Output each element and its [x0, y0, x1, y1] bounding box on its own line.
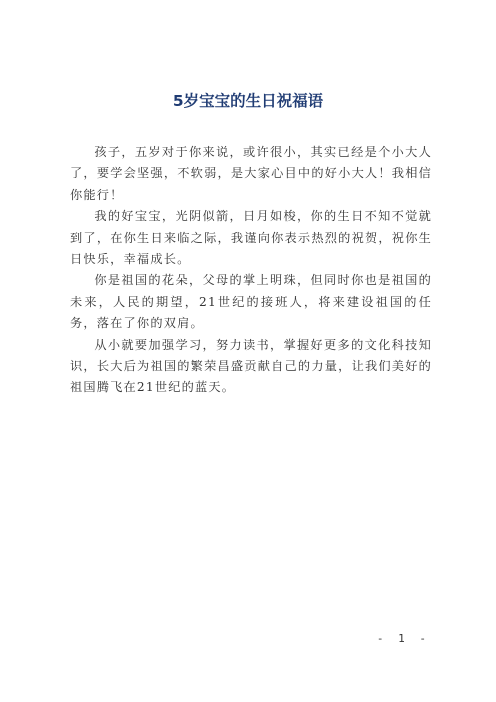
paragraph-1: 孩子，五岁对于你来说，或许很小，其实已经是个小大人了，要学会坚强，不软弱，是大家心目中的好小大人！我相信你能行！ [70, 145, 432, 202]
paragraph-3: 你是祖国的花朵，父母的掌上明珠，但同时你也是祖国的未来，人民的期望，21世纪的接班人，将来建设祖国的任务，落在了你的双肩。 [70, 273, 432, 331]
page-title: 5岁宝宝的生日祝福语 [172, 92, 324, 110]
paragraph-2: 我的好宝宝，光阴似箭，日月如梭，你的生日不知不觉就到了，在你生日来临之际，我谨向你表示热烈的祝贺，祝你生日快乐，幸福成长。 [70, 209, 432, 267]
body-text [70, 142, 432, 399]
paragraph-4: 从小就要加强学习，努力读书，掌握好更多的文化科技知识，长大后为祖国的繁荣昌盛贡献自己的力量，让我们美好的祖国腾飞在21世纪的蓝天。 [70, 337, 432, 395]
page-number: - 1 - [376, 632, 430, 645]
